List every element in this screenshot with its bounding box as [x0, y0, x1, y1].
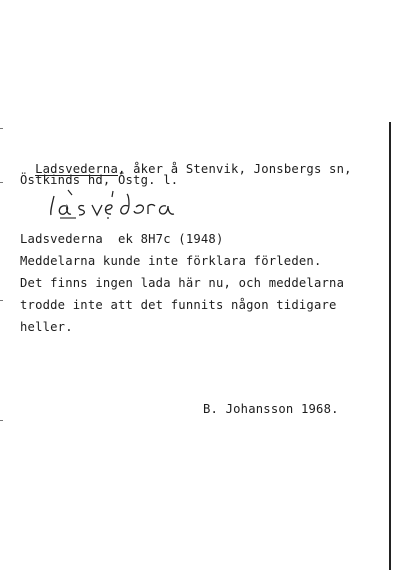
signature: B. Johansson 1968. — [203, 402, 339, 416]
reference-line: Ladsvederna ek 8H7c (1948) — [20, 232, 224, 246]
card-right-edge — [389, 122, 391, 570]
body-line-2: Det finns ingen lada här nu, och meddelarna — [20, 276, 345, 290]
card-left-margin-marks — [0, 0, 8, 570]
location-line: Östkinds hd, Östg. l. — [20, 173, 179, 187]
headword: Ladsvederna — [35, 162, 118, 176]
body-line-1: Meddelarna kunde inte förklara förleden. — [20, 254, 322, 268]
heading-line — [20, 148, 352, 176]
phonetic-handwriting — [44, 186, 184, 222]
body-line-3: trodde inte att det funnits någon tidigare — [20, 298, 337, 312]
heading-rest: , åker å Stenvik, Jonsbergs sn, — [118, 162, 352, 176]
body-line-4: heller. — [20, 320, 73, 334]
